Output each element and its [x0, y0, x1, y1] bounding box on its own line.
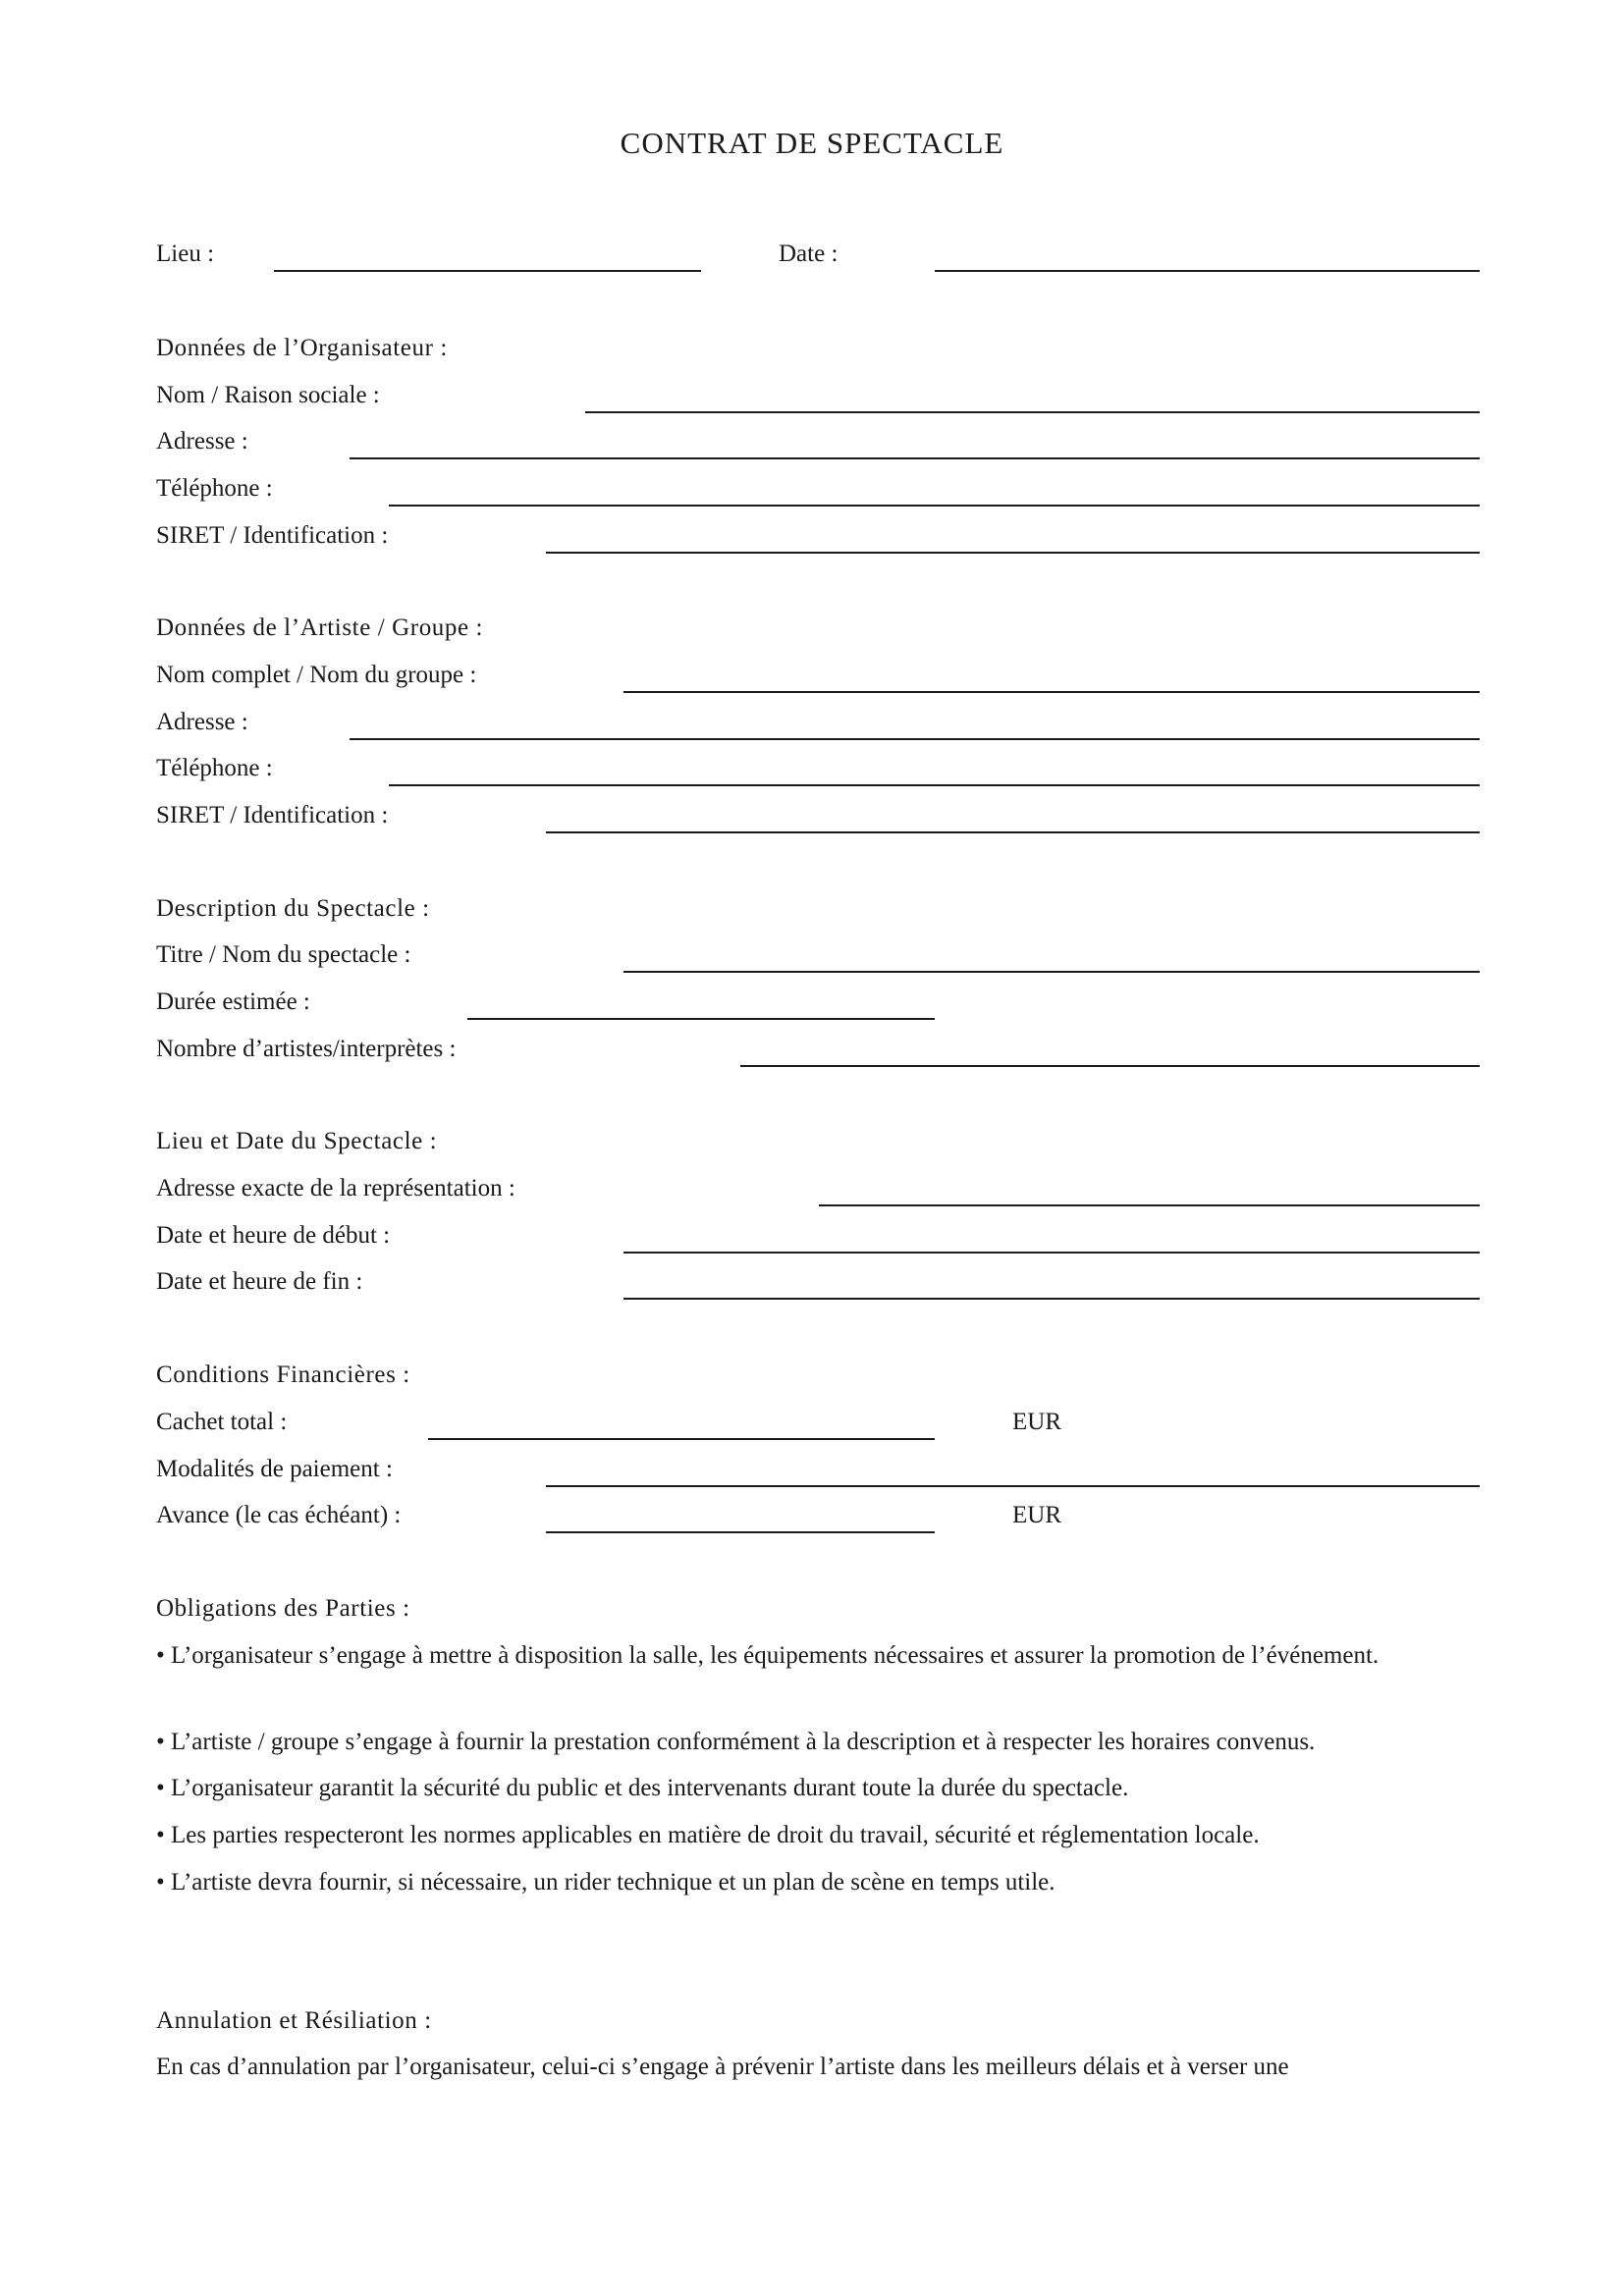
- date-field[interactable]: [935, 270, 1480, 272]
- organisateur-adresse-label: Adresse :: [156, 428, 248, 454]
- debut-label: Date et heure de début :: [156, 1222, 391, 1249]
- annulation-text: En cas d’annulation par l’organisateur, celui-ci s’engage à prévenir l’artiste dans les meilleurs délais et à verser une: [156, 2054, 1289, 2080]
- artiste-siret-field[interactable]: [546, 831, 1480, 833]
- spectacle-nombre-label: Nombre d’artistes/interprètes :: [156, 1036, 457, 1062]
- spectacle-duree-label: Durée estimée :: [156, 988, 310, 1015]
- modalites-label: Modalités de paiement :: [156, 1456, 393, 1482]
- artiste-siret-label: SIRET / Identification :: [156, 802, 389, 828]
- obligation-item: • L’organisateur garantit la sécurité du public et des intervenants durant toute la durée du spectacle.: [156, 1775, 1129, 1801]
- organisateur-nom-field[interactable]: [585, 411, 1480, 413]
- obligation-item: • L’artiste / groupe s’engage à fournir la prestation conformément à la description et à respecter les horaires convenus.: [156, 1729, 1316, 1755]
- lieu-field[interactable]: [274, 270, 701, 272]
- artiste-telephone-field[interactable]: [389, 784, 1480, 786]
- artiste-nom-label: Nom complet / Nom du groupe :: [156, 662, 477, 688]
- obligation-item: • Les parties respecteront les normes applicables en matière de droit du travail, sécurité et réglementation locale.: [156, 1822, 1260, 1848]
- artiste-heading: Données de l’Artiste / Groupe :: [156, 614, 484, 641]
- avance-label: Avance (le cas échéant) :: [156, 1502, 402, 1528]
- cachet-field[interactable]: [428, 1438, 935, 1440]
- fin-field[interactable]: [623, 1298, 1480, 1300]
- artiste-telephone-label: Téléphone :: [156, 755, 273, 781]
- avance-field[interactable]: [546, 1531, 935, 1533]
- modalites-field[interactable]: [546, 1485, 1480, 1487]
- lieu-date-heading: Lieu et Date du Spectacle :: [156, 1128, 438, 1154]
- representation-adresse-field[interactable]: [819, 1204, 1480, 1206]
- artiste-adresse-field[interactable]: [350, 738, 1480, 740]
- artiste-adresse-label: Adresse :: [156, 709, 248, 735]
- spectacle-heading: Description du Spectacle :: [156, 895, 430, 922]
- cachet-currency: EUR: [1012, 1409, 1061, 1435]
- spectacle-nombre-field[interactable]: [740, 1065, 1480, 1067]
- spectacle-titre-field[interactable]: [623, 971, 1480, 973]
- organisateur-telephone-field[interactable]: [389, 505, 1480, 507]
- organisateur-siret-label: SIRET / Identification :: [156, 522, 389, 549]
- debut-field[interactable]: [623, 1252, 1480, 1254]
- organisateur-adresse-field[interactable]: [350, 457, 1480, 459]
- fin-label: Date et heure de fin :: [156, 1268, 363, 1295]
- annulation-heading: Annulation et Résiliation :: [156, 2007, 432, 2034]
- spectacle-duree-field[interactable]: [467, 1018, 935, 1020]
- document-title: CONTRAT DE SPECTACLE: [620, 126, 1004, 160]
- organisateur-siret-field[interactable]: [546, 552, 1480, 554]
- obligation-item: • L’artiste devra fournir, si nécessaire, un rider technique et un plan de scène en temps utile.: [156, 1869, 1056, 1896]
- financier-heading: Conditions Financières :: [156, 1362, 410, 1388]
- cachet-label: Cachet total :: [156, 1409, 288, 1435]
- lieu-label: Lieu :: [156, 240, 215, 267]
- organisateur-heading: Données de l’Organisateur :: [156, 335, 448, 361]
- avance-currency: EUR: [1012, 1502, 1061, 1528]
- obligations-heading: Obligations des Parties :: [156, 1595, 410, 1622]
- representation-adresse-label: Adresse exacte de la représentation :: [156, 1175, 515, 1201]
- organisateur-telephone-label: Téléphone :: [156, 475, 273, 502]
- date-label: Date :: [779, 240, 839, 267]
- organisateur-nom-label: Nom / Raison sociale :: [156, 382, 380, 408]
- artiste-nom-field[interactable]: [623, 691, 1480, 693]
- spectacle-titre-label: Titre / Nom du spectacle :: [156, 941, 411, 968]
- obligation-item: • L’organisateur s’engage à mettre à disposition la salle, les équipements nécessaires et assurer la promotion de l’événement.: [156, 1642, 1380, 1669]
